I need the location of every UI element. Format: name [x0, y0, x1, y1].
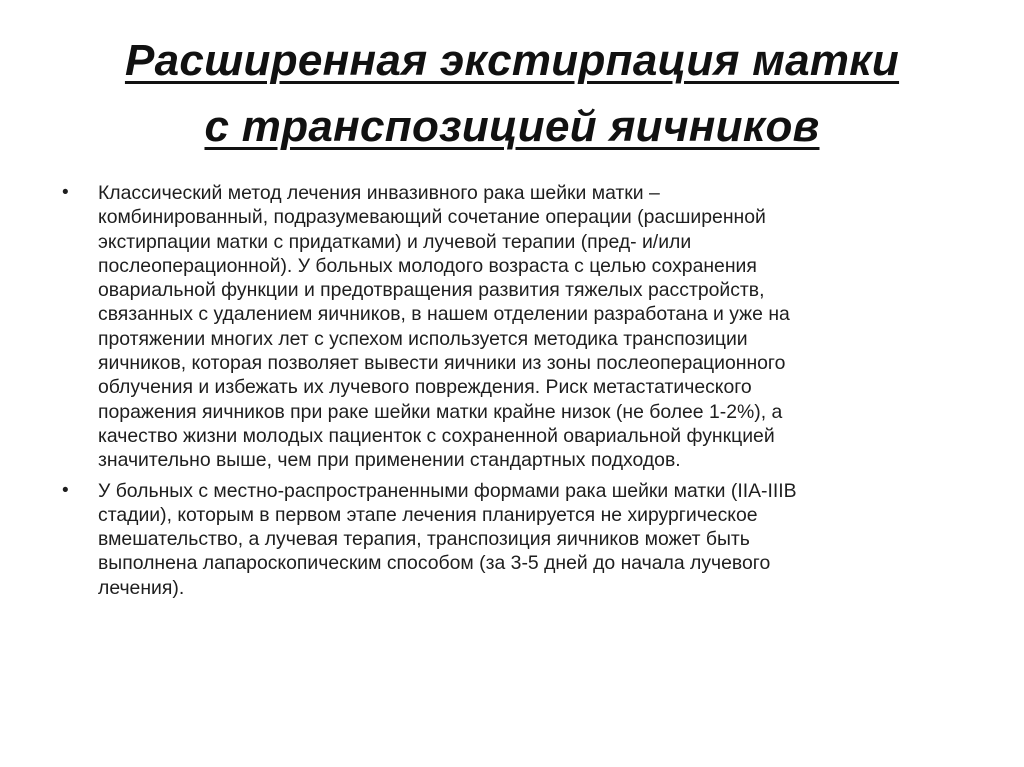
slide-title	[40, 28, 984, 160]
bullet-dot-icon: •	[62, 479, 69, 501]
bullet-item-2	[60, 479, 960, 600]
bullet-list	[60, 181, 960, 606]
bullet-item-1	[60, 181, 960, 473]
title-line-2: с транспозицией яичников	[204, 102, 820, 151]
bullet-dot-icon: •	[62, 182, 69, 203]
bullet-text-2: У больных с местно-распространенными формами рака шейки матки (IIA-IIIB стадии), которым в первом этапе лечения планируется не хирургическое вмешательство, а лучевая терапия, транспозиция яичников может быть выполнена лапароскопическим способом (за 3-5 дней до начала лучевого лечения).	[98, 479, 797, 599]
bullet-text-1: Классический метод лечения инвазивного рака шейки матки – комбинированный, подразумевающий сочетание операции (расширенной экстирпации матки с придатками) и лучевой терапии (пред- и/или послеоперационной). У больных молодого возраста с целью сохранения овариальной функции и предотвращения развития тяжелых расстройств, связанных с удалением яичников, в нашем отделении разработана и уже на протяжении многих лет с успехом используется методика транспозиции яичников, которая позволяет вывести яичники из зоны послеоперационного облучения и избежать их лучевого повреждения. Риск метастатического поражения яичников при раке шейки матки крайне низок (не более 1-2%), а качество жизни молодых пациенток с сохраненной овариальной функцией значительно выше, чем при применении стандартных подходов.	[98, 182, 790, 472]
title-line-1: Расширенная экстирпация матки	[124, 36, 900, 85]
